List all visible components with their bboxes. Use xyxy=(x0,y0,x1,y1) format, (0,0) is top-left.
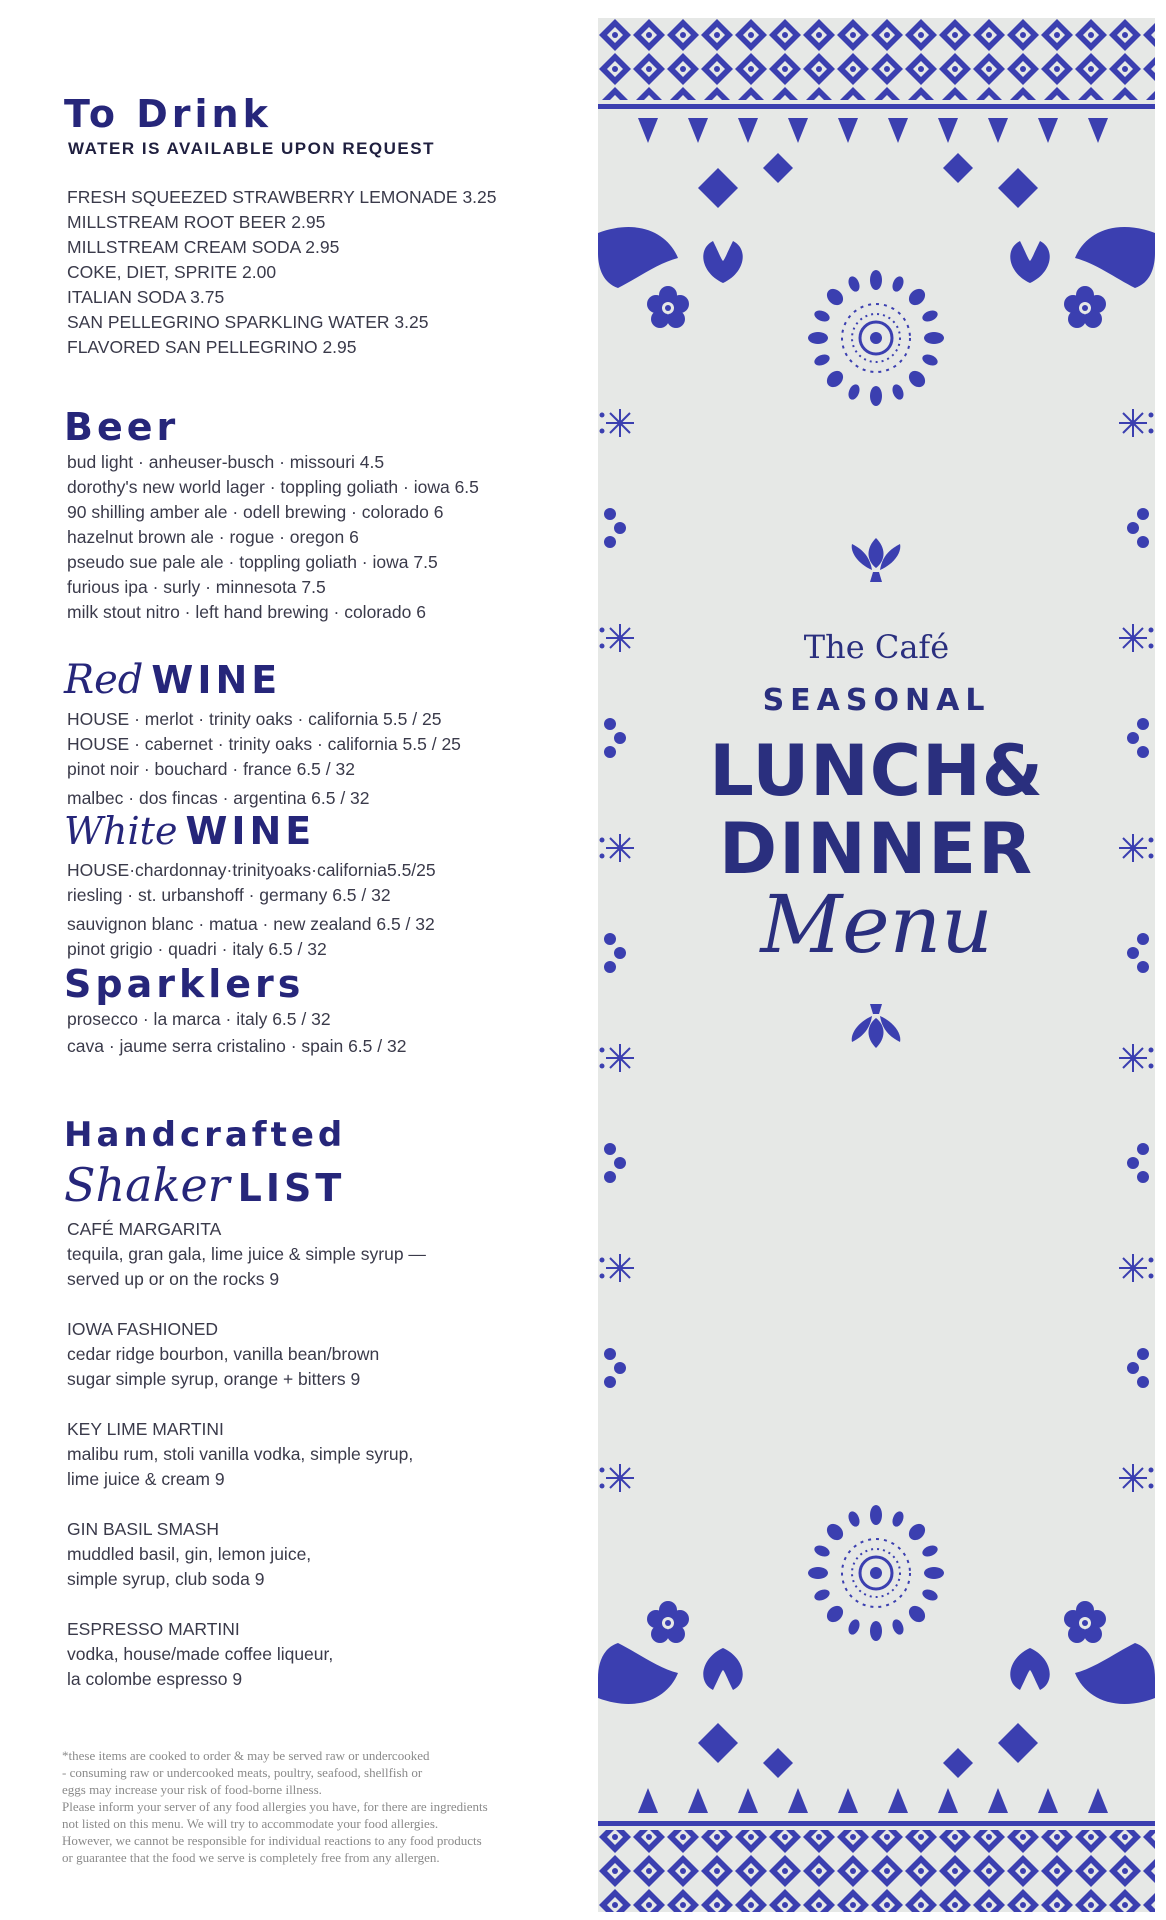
cocktail-description: tequila, gran gala, lime juice & simple syrup — xyxy=(67,1244,426,1264)
cocktail-description: lime juice & cream 9 xyxy=(67,1469,225,1489)
red-wine-label: WINE xyxy=(151,658,282,702)
white-wine-item: HOUSE·chardonnay·trinityoaks·california5.5/25 xyxy=(67,860,436,880)
water-note: WATER IS AVAILABLE UPON REQUEST xyxy=(68,139,435,158)
cafe-name: The Café xyxy=(803,628,950,666)
disclaimer-line: eggs may increase your risk of food-borne illness. xyxy=(62,1782,322,1797)
disclaimer-line: or guarantee that the food we serve is completely free from any allergen. xyxy=(62,1850,440,1865)
shaker-script-label: Shaker xyxy=(64,1158,230,1212)
beer-item: pseudo sue pale ale · toppling goliath · iowa 7.5 xyxy=(67,552,438,572)
cocktail-description: la colombe espresso 9 xyxy=(67,1669,243,1689)
sparkler-item: prosecco · la marca · italy 6.5 / 32 xyxy=(67,1009,331,1029)
cocktail-description: served up or on the rocks 9 xyxy=(67,1269,280,1289)
cocktail-name: ESPRESSO MARTINI xyxy=(67,1619,240,1639)
handcrafted-heading: Handcrafted xyxy=(64,1115,347,1155)
drink-item: COKE, DIET, SPRITE 2.00 xyxy=(67,262,277,282)
cocktail-description: muddled basil, gin, lemon juice, xyxy=(67,1544,312,1564)
white-wine-label: WINE xyxy=(185,809,316,853)
beer-item: bud light · anheuser-busch · missouri 4.5 xyxy=(67,452,385,472)
white-script-label: White xyxy=(64,809,178,853)
drink-item: SAN PELLEGRINO SPARKLING WATER 3.25 xyxy=(67,312,429,332)
white-wine-item: riesling · st. urbanshoff · germany 6.5 / 32 xyxy=(67,885,391,905)
disclaimer-line: not listed on this menu. We will try to accommodate your food allergies. xyxy=(62,1816,439,1831)
sparklers-heading: Sparklers xyxy=(64,962,305,1006)
cocktail-name: KEY LIME MARTINI xyxy=(67,1419,224,1439)
white-wine-item: pinot grigio · quadri · italy 6.5 / 32 xyxy=(67,939,327,959)
shaker-list-heading xyxy=(64,1158,346,1212)
drink-item: FRESH SQUEEZED STRAWBERRY LEMONADE 3.25 xyxy=(67,187,497,207)
cocktail-name: CAFÉ MARGARITA xyxy=(67,1219,222,1239)
dinner-label: DINNER xyxy=(718,808,1035,890)
drink-item: MILLSTREAM ROOT BEER 2.95 xyxy=(67,212,326,232)
cocktail-description: simple syrup, club soda 9 xyxy=(67,1569,265,1589)
white-wine-item: sauvignon blanc · matua · new zealand 6.5 / 32 xyxy=(67,914,435,934)
white-wine-list xyxy=(67,858,436,962)
beer-list xyxy=(67,450,479,625)
drink-item: ITALIAN SODA 3.75 xyxy=(67,287,225,307)
disclaimer-line: - consuming raw or undercooked meats, poultry, seafood, shellfish or xyxy=(62,1765,423,1780)
cover-panel xyxy=(598,18,1155,1912)
menu-script-label: Menu xyxy=(760,878,993,971)
white-wine-heading xyxy=(64,809,316,853)
red-wine-item: HOUSE · merlot · trinity oaks · california 5.5 / 25 xyxy=(67,709,442,729)
disclaimer-line: *these items are cooked to order & may be served raw or undercooked xyxy=(62,1748,430,1763)
cocktail-name: GIN BASIL SMASH xyxy=(67,1519,220,1539)
disclaimer-line: Please inform your server of any food allergies you have, for there are ingredients xyxy=(62,1799,488,1814)
red-wine-item: pinot noir · bouchard · france 6.5 / 32 xyxy=(67,759,355,779)
to-drink-heading: To Drink xyxy=(64,92,272,136)
red-wine-item: HOUSE · cabernet · trinity oaks · california 5.5 / 25 xyxy=(67,734,461,754)
beer-item: hazelnut brown ale · rogue · oregon 6 xyxy=(67,527,359,547)
allergy-disclaimer xyxy=(62,1747,572,1866)
cocktail-item xyxy=(67,1317,507,1392)
red-wine-item: malbec · dos fincas · argentina 6.5 / 32 xyxy=(67,788,370,808)
drink-item: MILLSTREAM CREAM SODA 2.95 xyxy=(67,237,340,257)
beer-item: dorothy's new world lager · toppling goliath · iowa 6.5 xyxy=(67,477,479,497)
disclaimer-line: However, we cannot be responsible for individual reactions to any food products xyxy=(62,1833,482,1848)
beer-item: milk stout nitro · left hand brewing · colorado 6 xyxy=(67,602,426,622)
drink-item: FLAVORED SAN PELLEGRINO 2.95 xyxy=(67,337,357,357)
seasonal-label: SEASONAL xyxy=(762,683,991,718)
beer-item: 90 shilling amber ale · odell brewing · colorado 6 xyxy=(67,502,444,522)
cocktail-item xyxy=(67,1417,507,1492)
sparklers-list xyxy=(67,1007,406,1059)
red-wine-heading xyxy=(64,657,282,703)
cocktail-description: vodka, house/made coffee liqueur, xyxy=(67,1644,334,1664)
cocktail-item xyxy=(67,1617,507,1692)
cocktail-item xyxy=(67,1517,507,1592)
list-label: LIST xyxy=(237,1166,346,1210)
red-wine-list xyxy=(67,707,461,811)
cocktail-description: sugar simple syrup, orange + bitters 9 xyxy=(67,1369,361,1389)
cocktail-description: cedar ridge bourbon, vanilla bean/brown xyxy=(67,1344,380,1364)
cocktail-item xyxy=(67,1217,507,1292)
cocktail-name: IOWA FASHIONED xyxy=(67,1319,219,1339)
lunch-label: LUNCH& xyxy=(709,730,1044,812)
red-script-label: Red xyxy=(64,657,144,703)
drink-list xyxy=(67,185,497,360)
sparkler-item: cava · jaume serra cristalino · spain 6.5 / 32 xyxy=(67,1036,407,1056)
beer-heading: Beer xyxy=(64,405,180,449)
beer-item: furious ipa · surly · minnesota 7.5 xyxy=(67,577,326,597)
cocktail-description: malibu rum, stoli vanilla vodka, simple syrup, xyxy=(67,1444,414,1464)
